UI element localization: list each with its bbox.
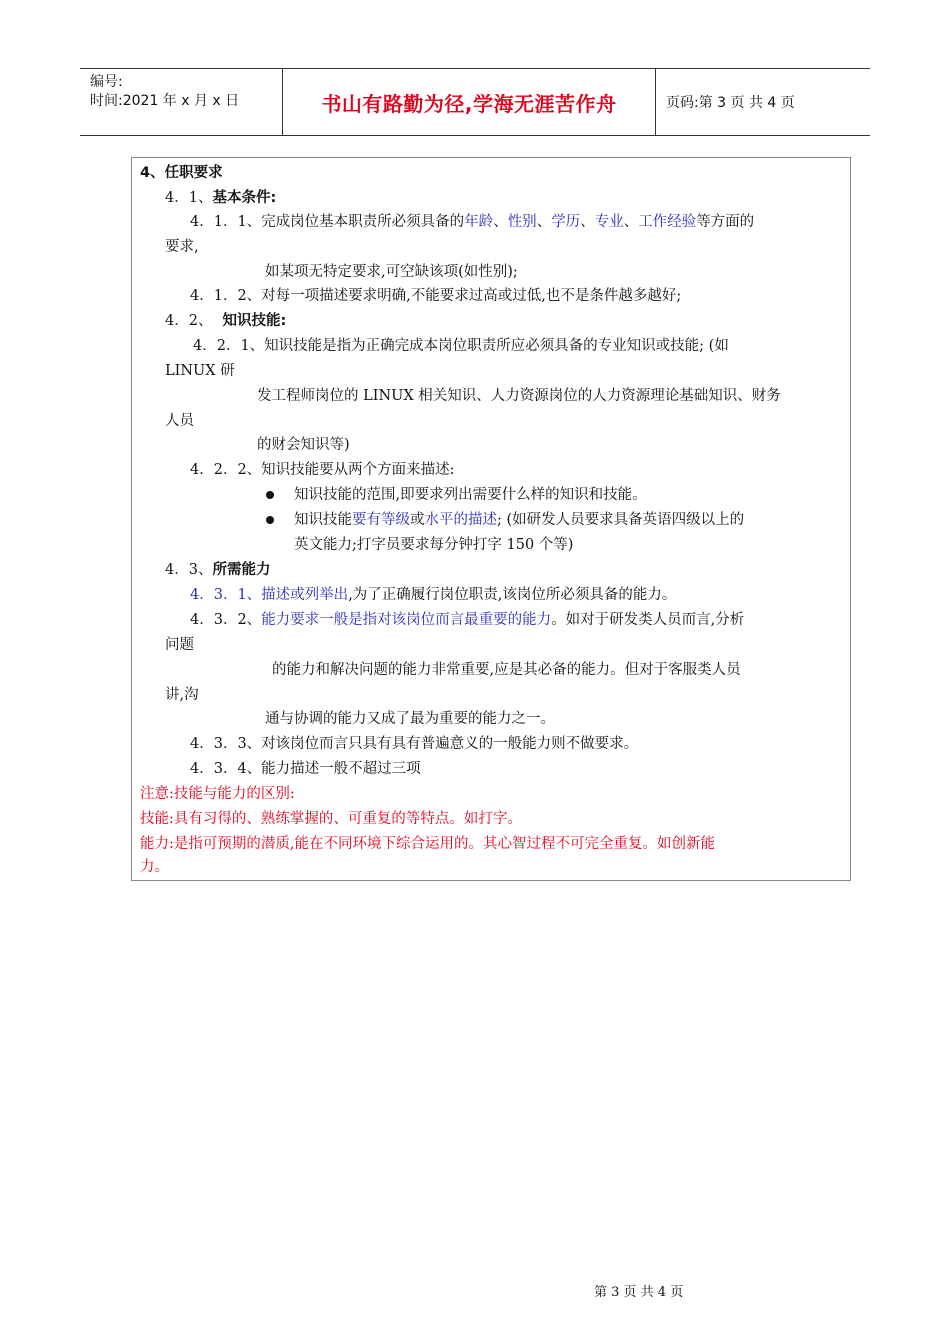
bullet2-or: 或: [410, 512, 425, 528]
s431-line: [190, 585, 676, 605]
s411-text-b: 等方面的: [696, 214, 755, 230]
s411-sep: 、: [536, 214, 552, 230]
s411-line3: 如某项无特定要求,可空缺该项(如性别);: [265, 264, 518, 280]
bullet2-description: 水平的描述: [424, 512, 497, 528]
s42-title: 知识技能:: [222, 313, 287, 329]
s421-line2: LINUX 研: [165, 363, 235, 379]
s421-line5: 的财会知识等): [257, 437, 350, 453]
s42-heading: [165, 311, 286, 331]
s411-line1: [190, 212, 754, 232]
s431-blue: 4．3．1、描述或列举出: [190, 587, 349, 603]
s411-sep: 、: [580, 214, 595, 230]
s432-line4: 讲,沟: [165, 687, 199, 703]
s411-sep: 、: [623, 214, 639, 230]
s421-line4: 人员: [165, 413, 194, 429]
s434-line: 4．3．4、能力描述一般不超过三项: [190, 761, 421, 777]
s43-prefix: 4．3、: [165, 562, 213, 578]
bullet-dot-icon: [266, 516, 274, 524]
s41-title: 基本条件:: [212, 190, 277, 206]
s432-line1: [190, 610, 744, 630]
s411-gender: 性别: [507, 214, 537, 230]
s43-heading: [165, 560, 270, 580]
s43-title: 所需能力: [212, 562, 271, 578]
s432-text: 。如对于研发类人员而言,分析: [551, 612, 745, 628]
note-ability-line1: 能力:是指可预期的潜质,能在不同环境下综合运用的。其心智过程不可完全重复。如创新能: [140, 836, 715, 852]
s411-text-a: 4．1．1、完成岗位基本职责所必须具备的: [190, 214, 465, 230]
s422-line: 4．2．2、知识技能要从两个方面来描述:: [190, 462, 455, 478]
s421-line3: 发工程师岗位的 LINUX 相关知识、人力资源岗位的人力资源理论基础知识、财务: [257, 388, 781, 404]
s431-text: ,为了正确履行岗位职责,该岗位所必须具备的能力。: [348, 587, 677, 603]
bullet2-text-b: ; (如研发人员要求具备英语四级以上的: [497, 512, 745, 528]
bullet-item-2-cont: 英文能力;打字员要求每分钟打字 150 个等): [294, 537, 574, 553]
section-title: 4、任职要求: [140, 165, 223, 181]
s412-line: 4．1．2、对每一项描述要求明确,不能要求过高或过低,也不是条件越多越好;: [190, 288, 682, 304]
doc-number-label: 编号:: [90, 74, 123, 90]
s411-sep: 、: [493, 214, 508, 230]
s432-prefix: 4．3．2、: [190, 612, 262, 628]
note-skill: 技能:具有习得的、熟练掌握的、可重复的等特点。如打字。: [140, 811, 522, 827]
header-motto: 书山有路勤为径,学海无涯苦作舟: [321, 91, 617, 116]
s411-major: 专业: [594, 214, 624, 230]
header-page-label: 页码:第 3 页 共 4 页: [666, 95, 795, 111]
s432-line2: 问题: [165, 637, 194, 653]
s411-age: 年龄: [464, 214, 494, 230]
bullet-dot-icon: [266, 491, 274, 499]
page-footer: 第 3 页 共 4 页: [594, 1285, 684, 1300]
s421-line1: 4．2．1、知识技能是指为正确完成本岗位职责所应必须具备的专业知识或技能; (如: [193, 338, 729, 354]
doc-time-label: 时间:2021 年 x 月 x 日: [90, 93, 240, 109]
s41-prefix: 4．1、: [165, 190, 213, 206]
s433-line: 4．3．3、对该岗位而言只具有具有普遍意义的一般能力则不做要求。: [190, 736, 639, 752]
s411-education: 学历: [551, 214, 581, 230]
note-heading: 注意:技能与能力的区别:: [140, 786, 295, 802]
s411-experience: 工作经验: [638, 214, 697, 230]
header-motto-cell: [282, 69, 656, 135]
bullet2-level: 要有等级: [352, 512, 410, 528]
s432-line5: 通与协调的能力又成了最为重要的能力之一。: [265, 711, 555, 727]
bullet2-text-a: 知识技能: [294, 512, 352, 528]
s432-line3: 的能力和解决问题的能力非常重要,应是其必备的能力。但对于客服类人员: [272, 662, 741, 678]
s41-heading: [165, 188, 276, 208]
s42-prefix: 4．2、: [165, 313, 213, 329]
bullet-item-2: [294, 510, 744, 530]
s432-blue: 能力要求一般是指对该岗位而言最重要的能力: [261, 612, 552, 628]
header-page-cell: [656, 69, 870, 135]
header-left-cell: [80, 69, 282, 135]
bullet-item-1: 知识技能的范围,即要求列出需要什么样的知识和技能。: [294, 487, 647, 503]
note-ability-line2: 力。: [140, 859, 169, 875]
s411-line2: 要求,: [165, 239, 199, 255]
page-header: [80, 68, 870, 136]
